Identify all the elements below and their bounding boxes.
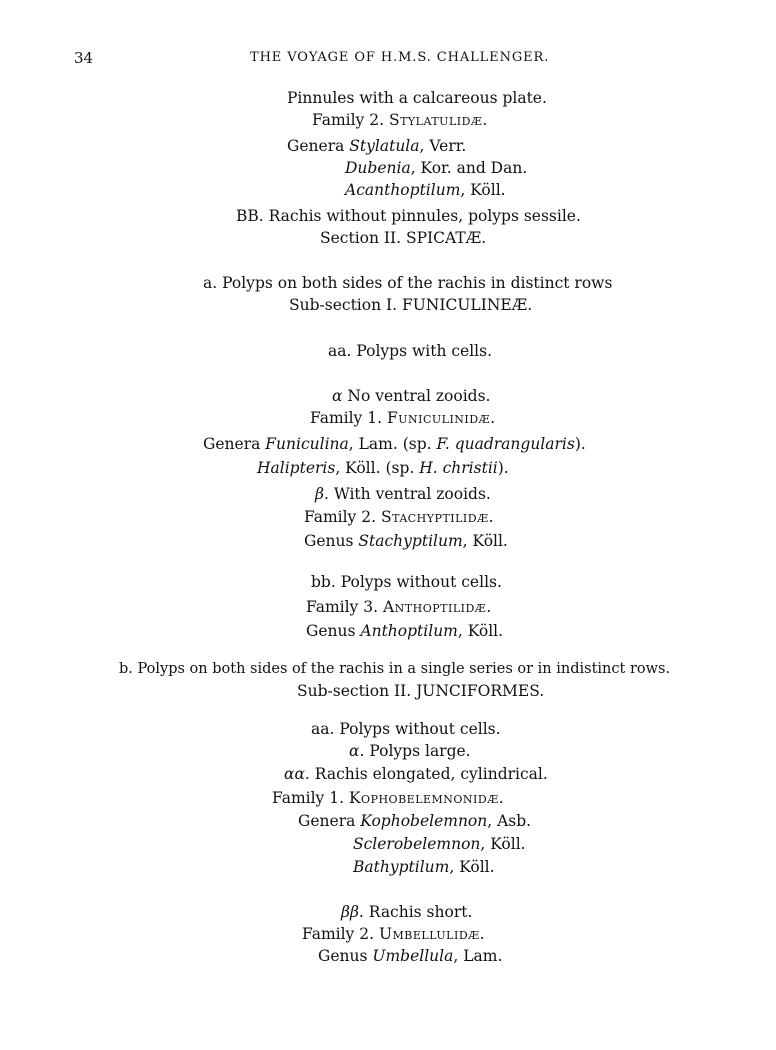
text-line: β. With ventral zooids. (315, 485, 491, 503)
genus-line: Dubenia, Kor. and Dan. (345, 159, 528, 177)
text-line: bb. Polyps without cells. (311, 573, 502, 591)
genera-line: Genera Funiculina, Lam. (sp. F. quadrangularis). (203, 435, 586, 453)
genus-line: Sclerobelemnon, Köll. (353, 835, 526, 853)
family-heading: Family 2. Umbellulidæ. (302, 925, 486, 943)
genus-line: Genus Stachyptilum, Köll. (304, 532, 508, 550)
text-line: aa. Polyps without cells. (311, 720, 501, 738)
genera-line: Genera Stylatula, Verr. (287, 137, 467, 155)
family-heading: Family 2. Stylatulidæ. (312, 111, 488, 129)
text-line: α No ventral zooids. (332, 387, 491, 405)
family-heading: Family 3. Anthoptilidæ. (306, 598, 492, 616)
section-heading: Section II. SPICATÆ. (320, 229, 487, 247)
text-line: Pinnules with a calcareous plate. (287, 89, 547, 107)
text-line: α. Polyps large. (349, 742, 471, 760)
genus-line: Acanthoptilum, Köll. (345, 181, 506, 199)
family-heading: Family 1. Kophobelemnonidæ. (272, 789, 505, 807)
text-line: αα. Rachis elongated, cylindrical. (284, 765, 548, 783)
text-line: a. Polyps on both sides of the rachis in distinct rows (203, 274, 613, 292)
subsection-heading: Sub-section II. JUNCIFORMES. (297, 682, 545, 700)
running-title: THE VOYAGE OF H.M.S. CHALLENGER. (250, 50, 550, 65)
text-line: aa. Polyps with cells. (328, 342, 492, 360)
genus-line: Genus Umbellula, Lam. (318, 947, 503, 965)
text-line: BB. Rachis without pinnules, polyps sessile. (236, 207, 581, 225)
subsection-heading: Sub-section I. FUNICULINEÆ. (289, 296, 533, 314)
genus-line: Halipteris, Köll. (sp. H. christii). (257, 459, 509, 477)
genus-line: Genus Anthoptilum, Köll. (306, 622, 504, 640)
family-heading: Family 1. Funiculinidæ. (310, 409, 496, 427)
page-number: 34 (74, 49, 94, 67)
text-line: ββ. Rachis short. (341, 903, 473, 921)
genera-line: Genera Kophobelemnon, Asb. (298, 812, 532, 830)
genus-line: Bathyptilum, Köll. (353, 858, 495, 876)
text-line: b. Polyps on both sides of the rachis in a single series or in indistinct rows. (119, 661, 671, 677)
family-heading: Family 2. Stachyptilidæ. (304, 508, 495, 526)
